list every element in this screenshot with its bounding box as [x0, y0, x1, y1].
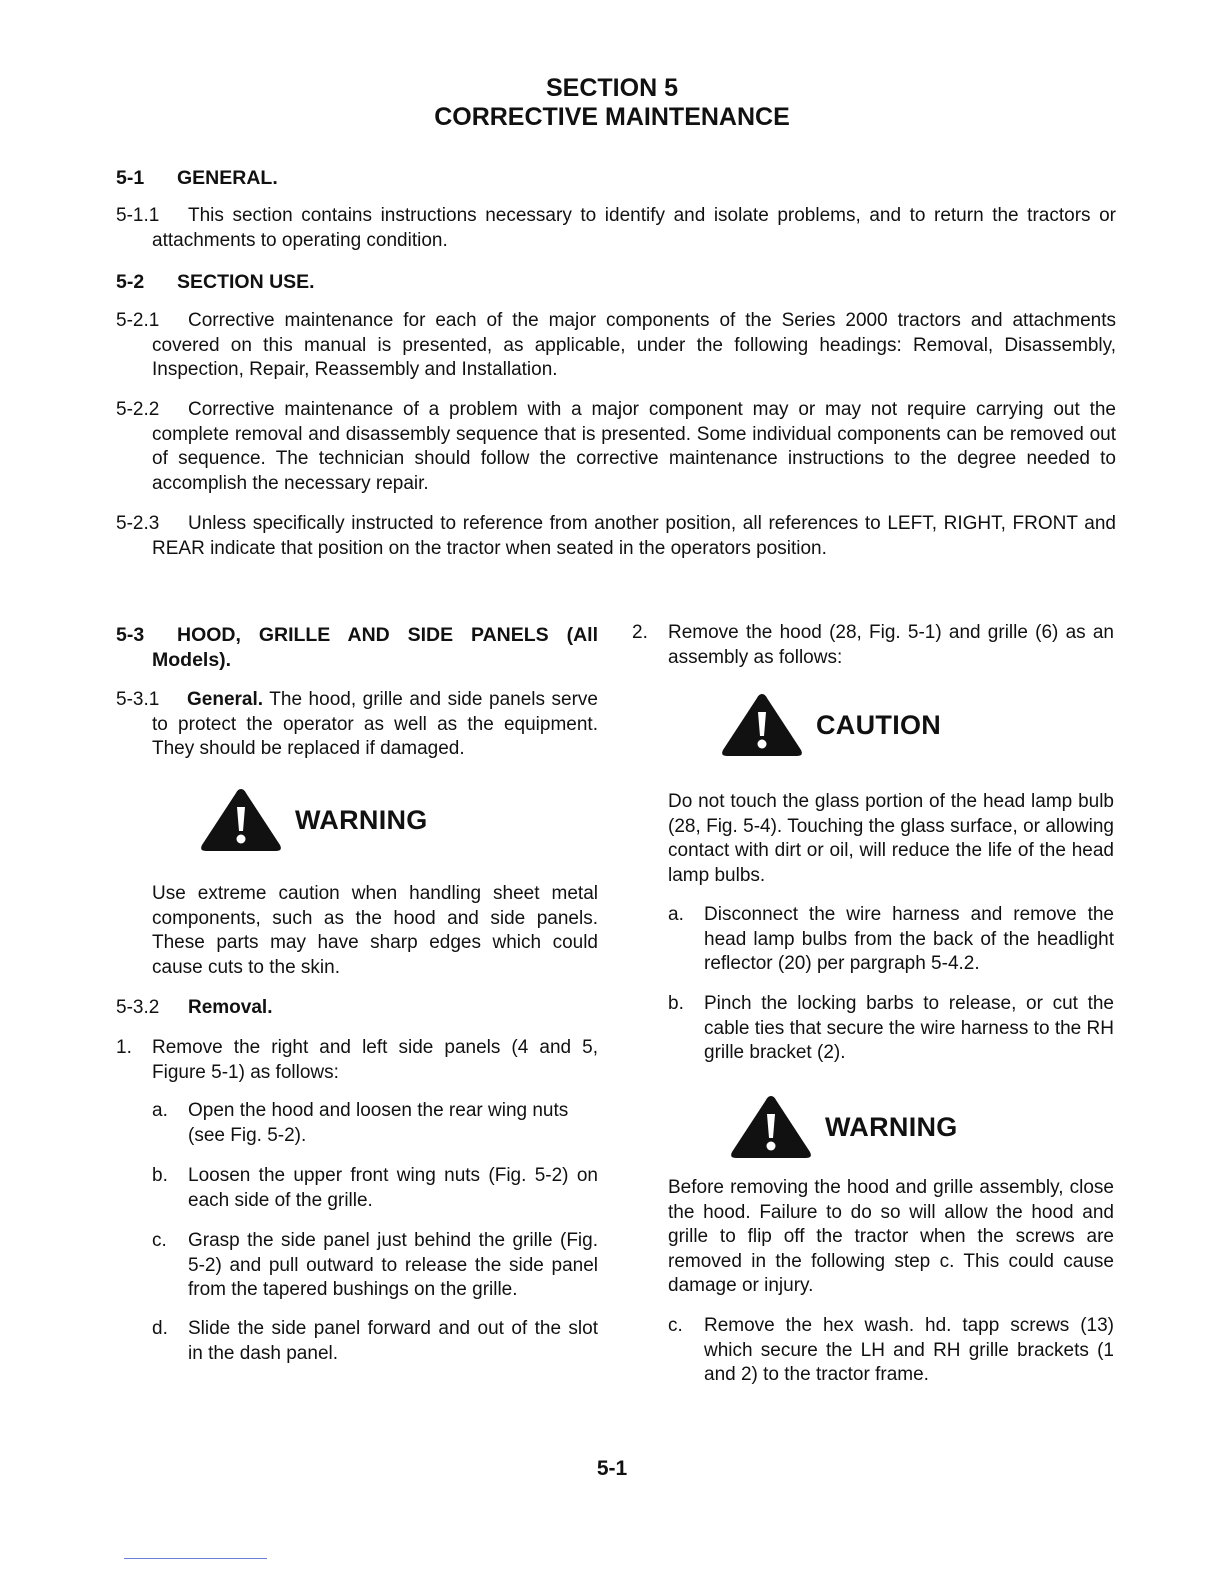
para-5-3-1-label: General. [187, 689, 264, 710]
step-2c: Remove the hex wash. hd. tapp screws (13) which secure the LH and RH grille brackets (1 and 2) to the tractor frame. [704, 1315, 1114, 1385]
para-5-2-3-number: 5-2.3 [116, 513, 160, 534]
step-2a-letter: a. [668, 904, 684, 925]
step-2c-letter: c. [668, 1315, 683, 1336]
para-5-2-1-number: 5-2.1 [116, 310, 160, 331]
caution-label: CAUTION [816, 709, 942, 740]
step-1d-letter: d. [152, 1318, 168, 1339]
para-5-3-1 [152, 688, 598, 762]
warning-label-1: WARNING [295, 804, 428, 835]
caution-text: Do not touch the glass portion of the head lamp bulb (28, Fig. 5-4). Touching the glass surface, or allowing contact with dirt or oil, will reduce the life of the head lamp bulbs. [668, 791, 1114, 886]
step-1-number: 1. [116, 1037, 132, 1058]
warning-text-2: Before removing the hood and grille assembly, close the hood. Failure to do so will allow the hood and grille to flip off the tractor when the screws are removed in the following step c. This could cause damage or injury. [668, 1177, 1114, 1296]
para-5-3-1-number: 5-3.1 [116, 689, 160, 710]
heading-5-3: HOOD, GRILLE AND SIDE PANELS (All Models). [152, 624, 598, 671]
step-1a: Open the hood and loosen the rear wing nuts (see Fig. 5-2). [188, 1100, 569, 1146]
step-1b: Loosen the upper front wing nuts (Fig. 5-2) on each side of the grille. [188, 1165, 598, 1211]
heading-5-3-number: 5-3 [116, 624, 145, 646]
para-5-2-2-number: 5-2.2 [116, 399, 160, 420]
step-1c-letter: c. [152, 1230, 167, 1251]
step-1c: Grasp the side panel just behind the grille (Fig. 5-2) and pull outward to release the side panel from the tapered bushings on the grille. [188, 1230, 598, 1300]
heading-5-1: GENERAL. [177, 167, 278, 189]
warning-label-2: WARNING [825, 1111, 958, 1142]
para-5-3-1-text: The hood, grille and side panels serve to protect the operator as well as the equipment. They should be replaced if damaged. [152, 689, 599, 759]
step-2b-letter: b. [668, 993, 684, 1014]
para-5-1-1-number: 5-1.1 [116, 205, 160, 226]
warning-triangle-icon [729, 1094, 813, 1160]
warning-text-1: Use extreme caution when handling sheet metal components, such as the hood and side panels. These parts may have sharp edges which could cause cuts to the skin. [152, 883, 598, 978]
step-1b-letter: b. [152, 1165, 168, 1186]
para-5-3-2-number: 5-3.2 [116, 997, 160, 1018]
step-1a-letter: a. [152, 1100, 168, 1121]
step-2b: Pinch the locking barbs to release, or cut the cable ties that secure the wire harness to the RH grille bracket (2). [704, 993, 1114, 1063]
section-number: SECTION 5 [546, 74, 678, 102]
caution-triangle-icon [720, 692, 804, 758]
para-5-3-2-label: Removal. [188, 997, 273, 1018]
heading-5-2: SECTION USE. [177, 271, 315, 293]
footer-rule [124, 1558, 267, 1559]
section-title: CORRECTIVE MAINTENANCE [434, 103, 790, 131]
page-number: 5-1 [596, 1457, 628, 1480]
para-5-2-1: Corrective maintenance for each of the major components of the Series 2000 tractors and attachments covered on this manual is presented, as applicable, under the following headings: Removal, Disassembly, Inspection, Repair, Reassembly and Installation. [152, 310, 1116, 380]
caution-box [720, 692, 941, 758]
warning-triangle-icon [199, 787, 283, 853]
heading-5-1-number: 5-1 [116, 167, 145, 189]
para-5-2-2: Corrective maintenance of a problem with a major component may or may not require carrying out the complete removal and disassembly sequence that is presented. Some individual components can be removed out of sequence. The technician should follow the corrective maintenance instructions to the degree needed to accomplish the necessary repair. [152, 399, 1116, 494]
warning-box-2 [729, 1094, 958, 1160]
step-2-number: 2. [632, 622, 648, 643]
step-2: Remove the hood (28, Fig. 5-1) and grille (6) as an assembly as follows: [668, 622, 1114, 668]
para-5-1-1: This section contains instructions necessary to identify and isolate problems, and to return the tractors or attachments to operating condition. [152, 205, 1116, 251]
para-5-2-3: Unless specifically instructed to reference from another position, all references to LEFT, RIGHT, FRONT and REAR indicate that position on the tractor when seated in the operators position. [152, 513, 1116, 559]
warning-box-1 [199, 787, 428, 853]
step-2a: Disconnect the wire harness and remove the head lamp bulbs from the back of the headlight reflector (20) per pargraph 5-4.2. [704, 904, 1114, 974]
heading-5-2-number: 5-2 [116, 271, 145, 293]
step-1d: Slide the side panel forward and out of the slot in the dash panel. [188, 1318, 598, 1364]
step-1: Remove the right and left side panels (4 and 5, Figure 5-1) as follows: [152, 1037, 598, 1083]
